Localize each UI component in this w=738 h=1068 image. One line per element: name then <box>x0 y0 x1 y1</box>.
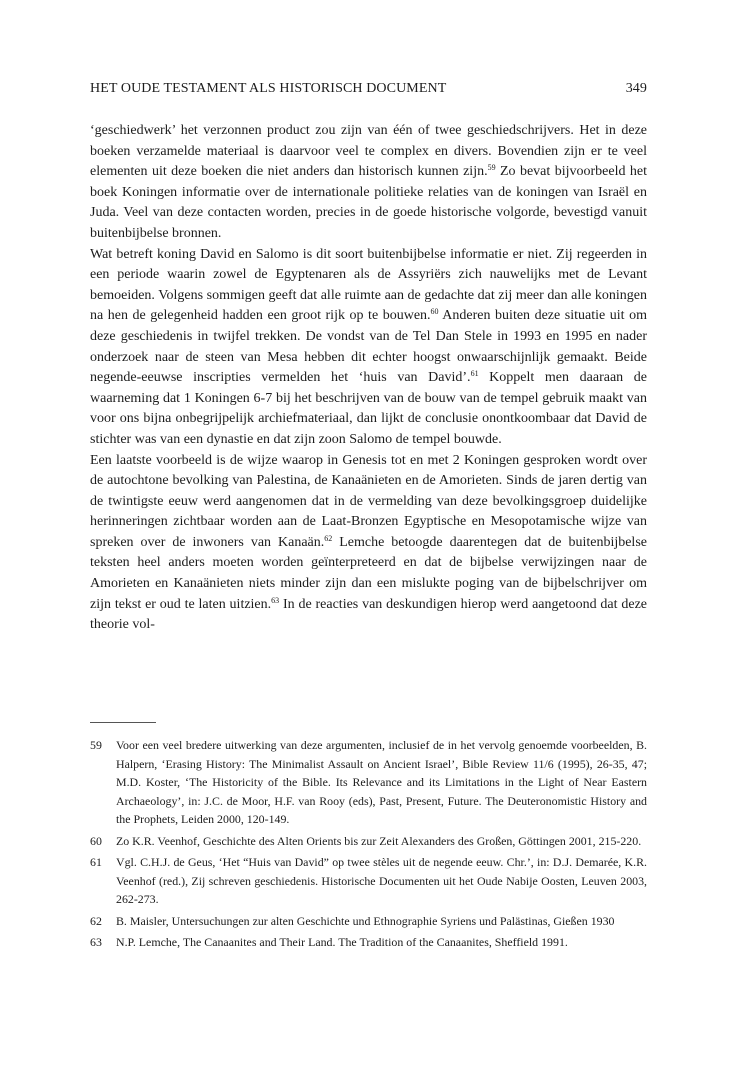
footnote-text: Zo K.R. Veenhof, Geschichte des Alten Orients bis zur Zeit Alexanders des Großen, Göttingen 2001, 215-220. <box>116 833 642 848</box>
paragraph-text: ‘geschiedwerk’ het verzonnen product zou zijn van één of twee geschiedschrijvers. Het in deze boeken verzamelde materiaal is daarvoor veel te complex en divers. Bovendien zijn er te veel elementen uit deze boeken die niet anders dan historisch kunnen zijn. <box>90 123 647 180</box>
footnote-number: 60 <box>90 833 102 848</box>
paragraph-text: Een laatste voorbeeld is de wijze waarop in Genesis tot en met 2 Koningen gesproken wordt over de autochtone bevolking van Palestina, de Kanaänieten en de Amorieten. Sinds de jaren dertig van de twintigste eeuw werd aangenomen dat in de vermelding van deze bevolkingsgroep duidelijke herinneringen zichtbaar worden aan de Laat-Bronzen Egyptische en Mesopotamische wijze van spreken over de inwoners van Kanaän. <box>90 452 647 550</box>
footnote-ref[interactable]: 59 <box>487 163 496 173</box>
footnote <box>90 832 647 851</box>
paragraph-2 <box>90 245 647 451</box>
body-text <box>90 121 647 636</box>
paragraph-text: Anderen buiten deze situatie uit om deze geschiedenis in twijfel trekken. De vondst van de Tel Dan Stele in 1993 en 1995 en nader onderzoek naar de steen van Mesa hebben dit echter hoogst onwaarschijnlijk gemaakt. Beide negende-eeuwse inscripties vermelden het ‘huis van David’. <box>90 308 647 386</box>
paragraph-text: Zo bevat bijvoorbeeld het boek Koningen informatie over de internationale politieke relaties van de koningen van Israël en Juda. Veel van deze contacten worden, precies in de goede historische volgorde, bevestigd vanuit buitenbijbelse bronnen. <box>90 164 647 241</box>
footnote-number: 62 <box>90 913 102 928</box>
paragraph-1 <box>90 121 647 245</box>
footnote-text: Vgl. C.H.J. de Geus, ‘Het “Huis van David” op twee stèles uit de negende eeuw. Chr.’, in: D.J. Demarée, K.R. Veenhof (red.), Zij schreven geschiedenis. Historische Documenten uit het Oude Nabije Oosten, Leuven 2003, 262-273. <box>116 855 647 906</box>
footnote <box>90 933 647 952</box>
footnotes <box>90 736 647 955</box>
footnote-text: N.P. Lemche, The Canaanites and Their Land. The Tradition of the Canaanites, Sheffield 1991. <box>116 935 568 949</box>
paragraph-text: Koppelt men daaraan de waarneming dat 1 Koningen 6-7 bij het beschrijven van de bouw van de tempel gebruik maakt van voor ons bijna onbegrijpelijk archiefmateriaal, dan lijkt de conclusie onontkoombaar dat David de stichter was van een dynastie en dat zijn zoon Salomo de tempel bouwde. <box>90 370 647 447</box>
footnote-ref[interactable]: 63 <box>271 595 280 605</box>
paragraph-text: Lemche betoogde daarentegen dat de buitenbijbelse teksten heel anders moeten worden geïnterpreteerd en dat de bijbelse verwijzingen naar de Amorieten en Kanaänieten niets minder zijn dan een mislukte poging van de bijbelschrijver om zijn tekst er oud te laten uitzien. <box>90 534 647 612</box>
footnote-number: 59 <box>90 738 102 752</box>
footnote <box>90 912 647 931</box>
paragraph-text: In de reacties van deskundigen hierop werd aangetoond dat deze theorie vol- <box>90 596 647 633</box>
footnote-text: Voor een veel bredere uitwerking van deze argumenten, inclusief de in het vervolg genoemde voorbeelden, B. Halpern, ‘Erasing History: The Minimalist Assault on Ancient Israel’, Bible Review 11/6 (1995), 26-35, 47; M.D. Koster, ‘The Historicity of the Bible. Its Relevance and its Limitations in the Light of Near Eastern Archaeology’, in: J.C. de Moor, H.F. van Rooy (eds), Past, Present, Future. The Deuteronomistic History and the Prophets, Leiden 2000, 120-149. <box>116 738 647 826</box>
footnote-number: 63 <box>90 935 102 949</box>
paragraph-text: Wat betreft koning David en Salomo is dit soort buitenbijbelse informatie er niet. Zij regeerden in een periode waarin zowel de Egyptenaren als de Assyriërs zich nauwelijks met de Levant bemoeiden. Volgens sommigen geeft dat alle ruimte aan de gedachte dat zij meer dan alle koningen na hen de gelegenheid hadden een groot rijk op te bouwen. <box>90 246 647 324</box>
footnote-ref[interactable]: 62 <box>324 533 333 543</box>
footnote <box>90 736 647 829</box>
running-head-title: HET OUDE TESTAMENT ALS HISTORISCH DOCUMENT <box>90 81 447 96</box>
footnote <box>90 853 647 909</box>
footnote-number: 61 <box>90 855 102 869</box>
page-number: 349 <box>625 81 647 96</box>
footnote-divider <box>90 722 156 723</box>
paragraph-3 <box>90 451 647 636</box>
footnote-ref[interactable]: 61 <box>470 369 479 379</box>
footnote-text: B. Maisler, Untersuchungen zur alten Geschichte und Ethnographie Syriens und Palästinas, Gießen 1930 <box>116 913 615 928</box>
footnote-ref[interactable]: 60 <box>430 307 439 317</box>
